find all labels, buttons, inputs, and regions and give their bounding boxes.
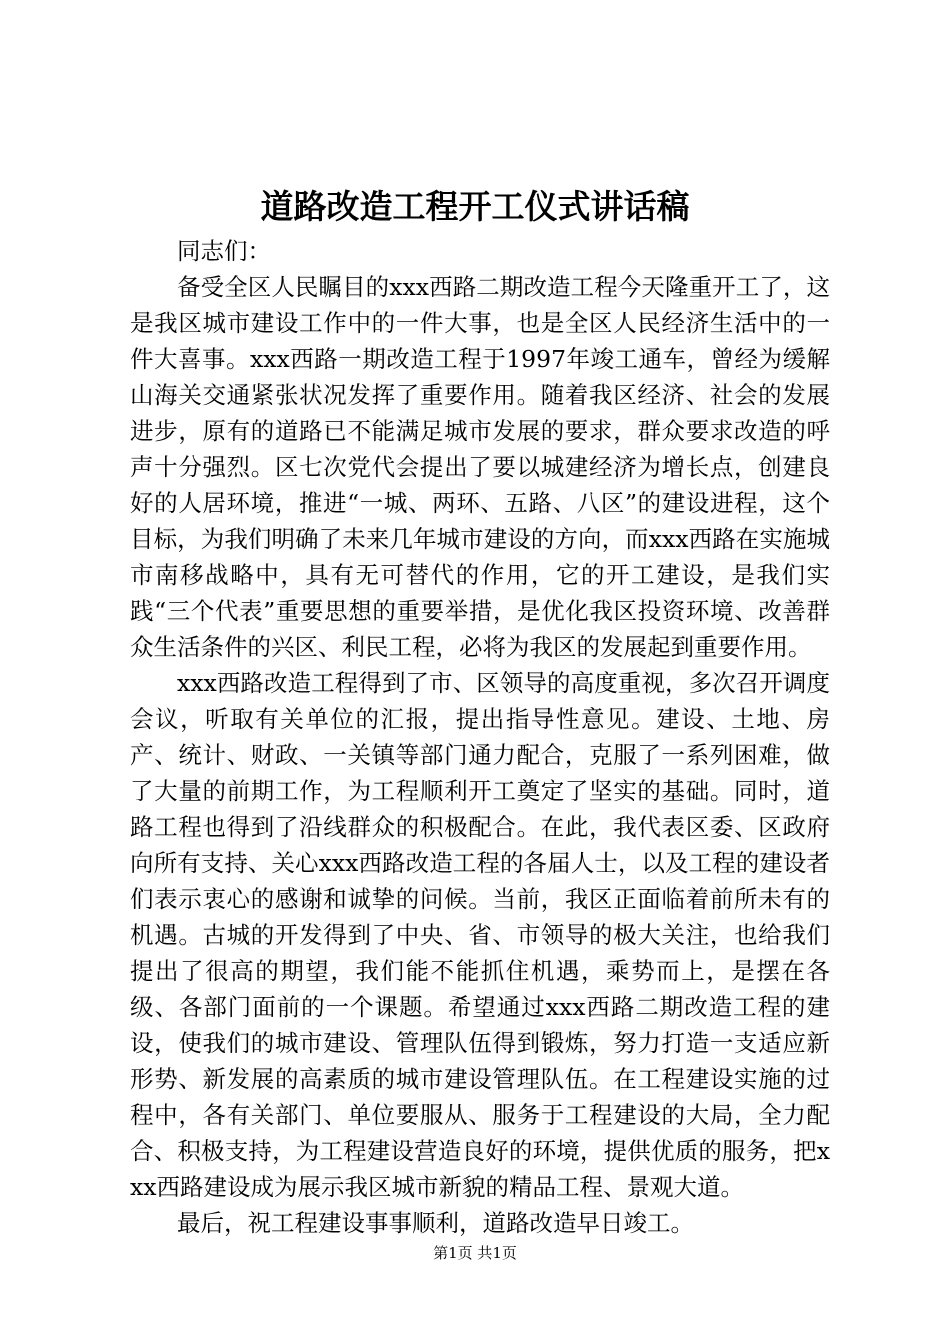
document-body <box>130 233 830 1241</box>
greeting-paragraph: 同志们： <box>177 237 271 265</box>
closing-paragraph: 最后，祝工程建设事事顺利，道路改造早日竣工。 <box>177 1209 694 1237</box>
document-title: 道路改造工程开工仪式讲话稿 <box>260 187 690 226</box>
body-paragraph-1: 备受全区人民瞩目的xxx西路二期改造工程今天隆重开工了，这是我区城市建设工作中的一件大事，也是全区人民经济生活中的一件大喜事。xxx西路一期改造工程于1997年竣工通车，曾经为缓解山海关交通紧张状况发挥了重要作用。随着我区经济、社会的发展进步，原有的道路已不能满足城市发展的要求，群众要求改造的呼声十分强烈。区七次党代会提出了要以城建经济为增长点，创建良好的人居环境，推进“一城、两环、五路、八区”的建设进程，这个目标，为我们明确了未来几年城市建设的方向，而xxx西路在实施城市南移战略中，具有无可替代的作用，它的开工建设，是我们实践“三个代表”重要思想的重要举措，是优化我区投资环境、改善群众生活条件的兴区、利民工程，必将为我区的发展起到重要作用。 <box>130 273 830 661</box>
page-footer: 第1页 共1页 <box>433 1244 517 1262</box>
body-paragraph-2: xxx西路改造工程得到了市、区领导的高度重视，多次召开调度会议，听取有关单位的汇报，提出指导性意见。建设、土地、房产、统计、财政、一关镇等部门通力配合，克服了一系列困难，做了大量的前期工作，为工程顺利开工奠定了坚实的基础。同时，道路工程也得到了沿线群众的积极配合。在此，我代表区委、区政府向所有支持、关心xxx西路改造工程的各届人士，以及工程的建设者们表示衷心的感谢和诚挚的问候。当前，我区正面临着前所未有的机遇。古城的开发得到了中央、省、市领导的极大关注，也给我们提出了很高的期望，我们能不能抓住机遇，乘势而上，是摆在各级、各部门面前的一个课题。希望通过xxx西路二期改造工程的建设，使我们的城市建设、管理队伍得到锻炼，努力打造一支适应新形势、新发展的高素质的城市建设管理队伍。在工程建设实施的过程中，各有关部门、单位要服从、服务于工程建设的大局，全力配合、积极支持，为工程建设营造良好的环境，提供优质的服务，把xxx西路建设成为展示我区城市新貌的精品工程、景观大道。 <box>130 669 830 1201</box>
